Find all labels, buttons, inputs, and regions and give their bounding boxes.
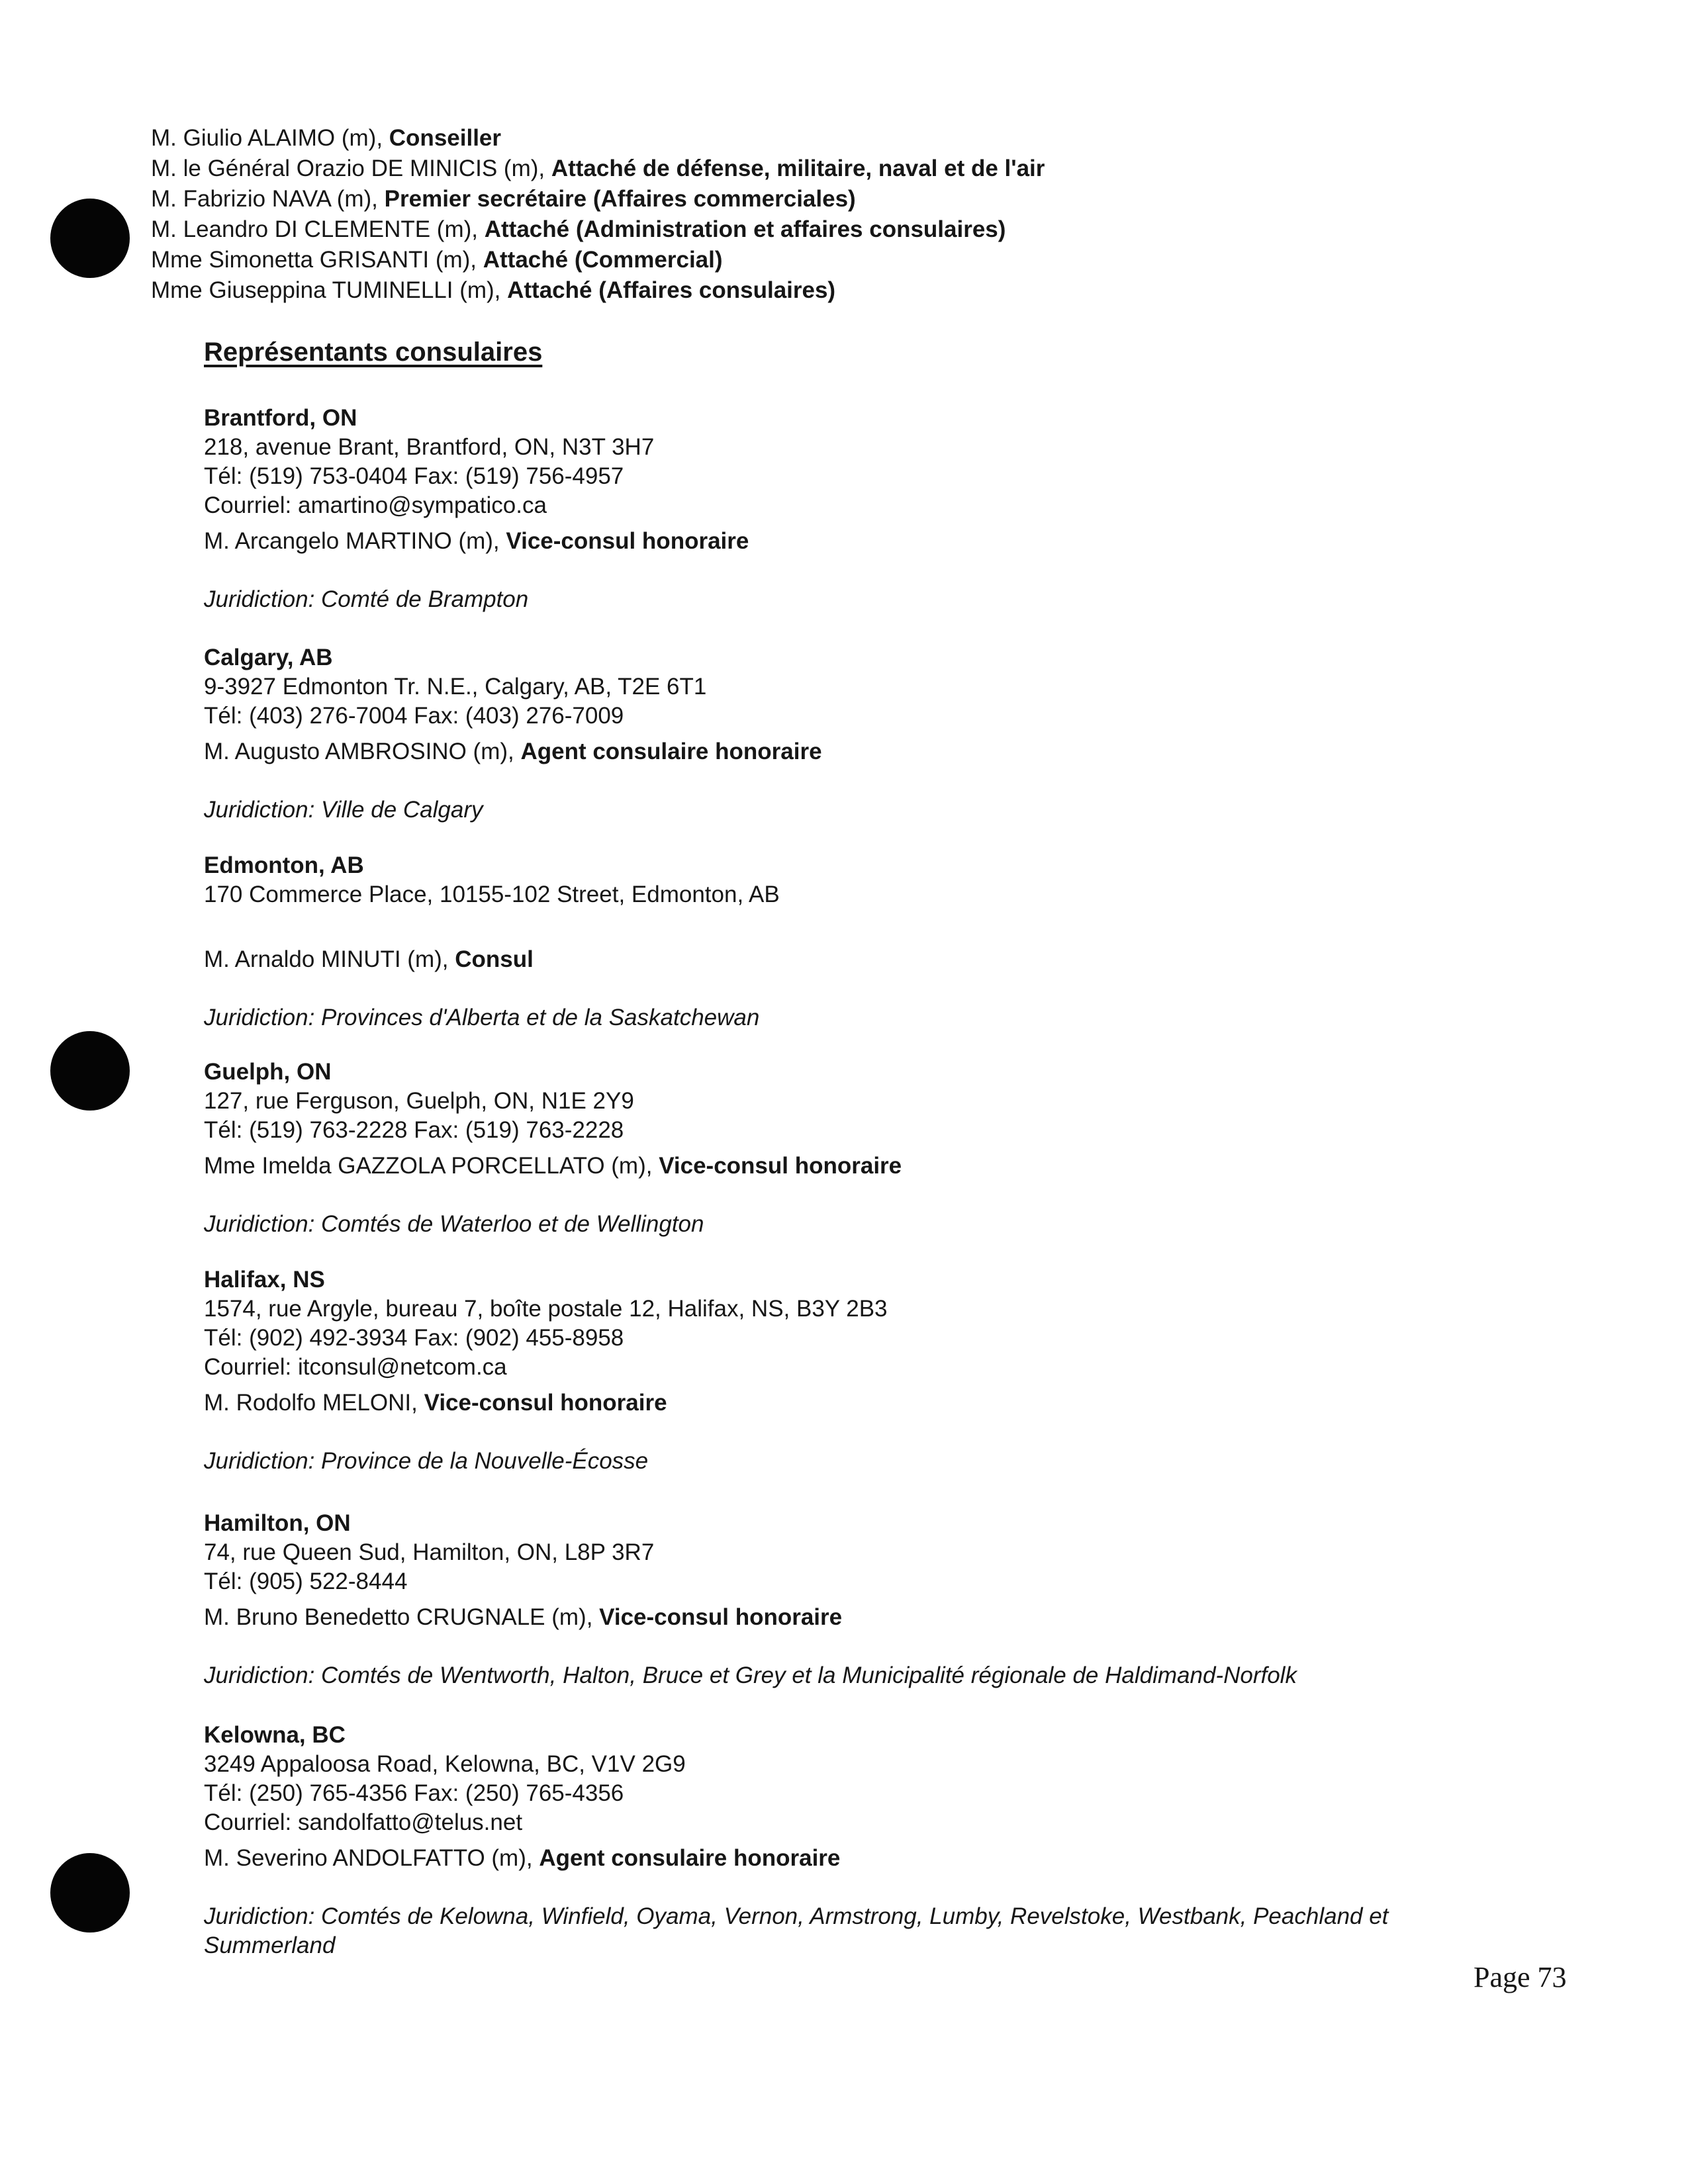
section-title: Représentants consulaires xyxy=(204,338,543,367)
staff-line: M. Giulio ALAIMO (m), Conseiller xyxy=(151,125,502,151)
representative: M. Arnaldo MINUTI (m), Consul xyxy=(204,946,534,972)
jurisdiction: Juridiction: Comté de Brampton xyxy=(204,586,529,612)
consulate-entry xyxy=(204,1265,1528,1476)
address-line: 218, avenue Brant, Brantford, ON, N3T 3H7 xyxy=(204,434,655,460)
city-heading: Calgary, AB xyxy=(204,645,333,670)
binder-hole xyxy=(50,1031,130,1111)
address-line: 9-3927 Edmonton Tr. N.E., Calgary, AB, T2E 6T1 xyxy=(204,674,707,700)
blank-line xyxy=(204,909,1528,938)
jurisdiction: Juridiction: Comtés de Kelowna, Winfield, Oyama, Vernon, Armstrong, Lumby, Revelstoke, Westbank, Peachland et Summerland xyxy=(204,1903,1389,1958)
address-line: 3249 Appaloosa Road, Kelowna, BC, V1V 2G9 xyxy=(204,1751,686,1777)
phone-line: Tél: (250) 765-4356 Fax: (250) 765-4356 xyxy=(204,1780,624,1806)
staff-line: Mme Simonetta GRISANTI (m), Attaché (Commercial) xyxy=(151,247,723,273)
consulate-entry xyxy=(204,851,1528,1032)
consulate-entry xyxy=(204,404,1528,614)
consulate-entry xyxy=(204,1058,1528,1239)
city-heading: Guelph, ON xyxy=(204,1059,332,1085)
representative: M. Rodolfo MELONI, Vice-consul honoraire xyxy=(204,1390,667,1416)
jurisdiction: Juridiction: Ville de Calgary xyxy=(204,797,483,823)
staff-line: Mme Giuseppina TUMINELLI (m), Attaché (Affaires consulaires) xyxy=(151,277,836,303)
jurisdiction: Juridiction: Provinces d'Alberta et de la Saskatchewan xyxy=(204,1005,760,1030)
jurisdiction: Juridiction: Comtés de Wentworth, Halton, Bruce et Grey et la Municipalité régionale de Haldimand-Norfolk xyxy=(204,1662,1297,1688)
staff-line: M. Fabrizio NAVA (m), Premier secrétaire (Affaires commerciales) xyxy=(151,186,856,212)
page-number: Page 73 xyxy=(1474,1961,1567,1993)
consulate-entry xyxy=(204,643,1528,825)
address-line: 1574, rue Argyle, bureau 7, boîte postale 12, Halifax, NS, B3Y 2B3 xyxy=(204,1296,888,1322)
city-heading: Hamilton, ON xyxy=(204,1510,351,1536)
consulate-entry xyxy=(204,1509,1528,1690)
phone-line: Tél: (902) 492-3934 Fax: (902) 455-8958 xyxy=(204,1325,624,1351)
email-line: Courriel: itconsul@netcom.ca xyxy=(204,1354,507,1380)
phone-line: Tél: (519) 763-2228 Fax: (519) 763-2228 xyxy=(204,1117,624,1143)
binder-hole xyxy=(50,199,130,278)
email-line: Courriel: sandolfatto@telus.net xyxy=(204,1809,523,1835)
city-heading: Brantford, ON xyxy=(204,405,357,431)
binder-hole xyxy=(50,1853,130,1933)
representative: M. Severino ANDOLFATTO (m), Agent consulaire honoraire xyxy=(204,1845,841,1871)
representative: M. Arcangelo MARTINO (m), Vice-consul honoraire xyxy=(204,528,749,554)
email-line: Courriel: amartino@sympatico.ca xyxy=(204,492,547,518)
representative: Mme Imelda GAZZOLA PORCELLATO (m), Vice-consul honoraire xyxy=(204,1153,902,1179)
address-line: 170 Commerce Place, 10155-102 Street, Edmonton, AB xyxy=(204,882,780,907)
staff-line: M. le Général Orazio DE MINICIS (m), Attaché de défense, militaire, naval et de l'air xyxy=(151,156,1045,181)
staff-list xyxy=(151,123,1475,306)
jurisdiction: Juridiction: Comtés de Waterloo et de Wellington xyxy=(204,1211,704,1237)
address-line: 74, rue Queen Sud, Hamilton, ON, L8P 3R7 xyxy=(204,1539,655,1565)
phone-line: Tél: (905) 522-8444 xyxy=(204,1569,408,1594)
city-heading: Halifax, NS xyxy=(204,1267,325,1293)
representative: M. Augusto AMBROSINO (m), Agent consulaire honoraire xyxy=(204,739,822,764)
representative: M. Bruno Benedetto CRUGNALE (m), Vice-consul honoraire xyxy=(204,1604,843,1630)
address-line: 127, rue Ferguson, Guelph, ON, N1E 2Y9 xyxy=(204,1088,634,1114)
consulate-entry xyxy=(204,1721,1528,1960)
phone-line: Tél: (403) 276-7004 Fax: (403) 276-7009 xyxy=(204,703,624,729)
city-heading: Edmonton, AB xyxy=(204,852,364,878)
staff-line: M. Leandro DI CLEMENTE (m), Attaché (Administration et affaires consulaires) xyxy=(151,216,1006,242)
city-heading: Kelowna, BC xyxy=(204,1722,346,1748)
jurisdiction: Juridiction: Province de la Nouvelle-Écosse xyxy=(204,1448,649,1474)
phone-line: Tél: (519) 753-0404 Fax: (519) 756-4957 xyxy=(204,463,624,489)
